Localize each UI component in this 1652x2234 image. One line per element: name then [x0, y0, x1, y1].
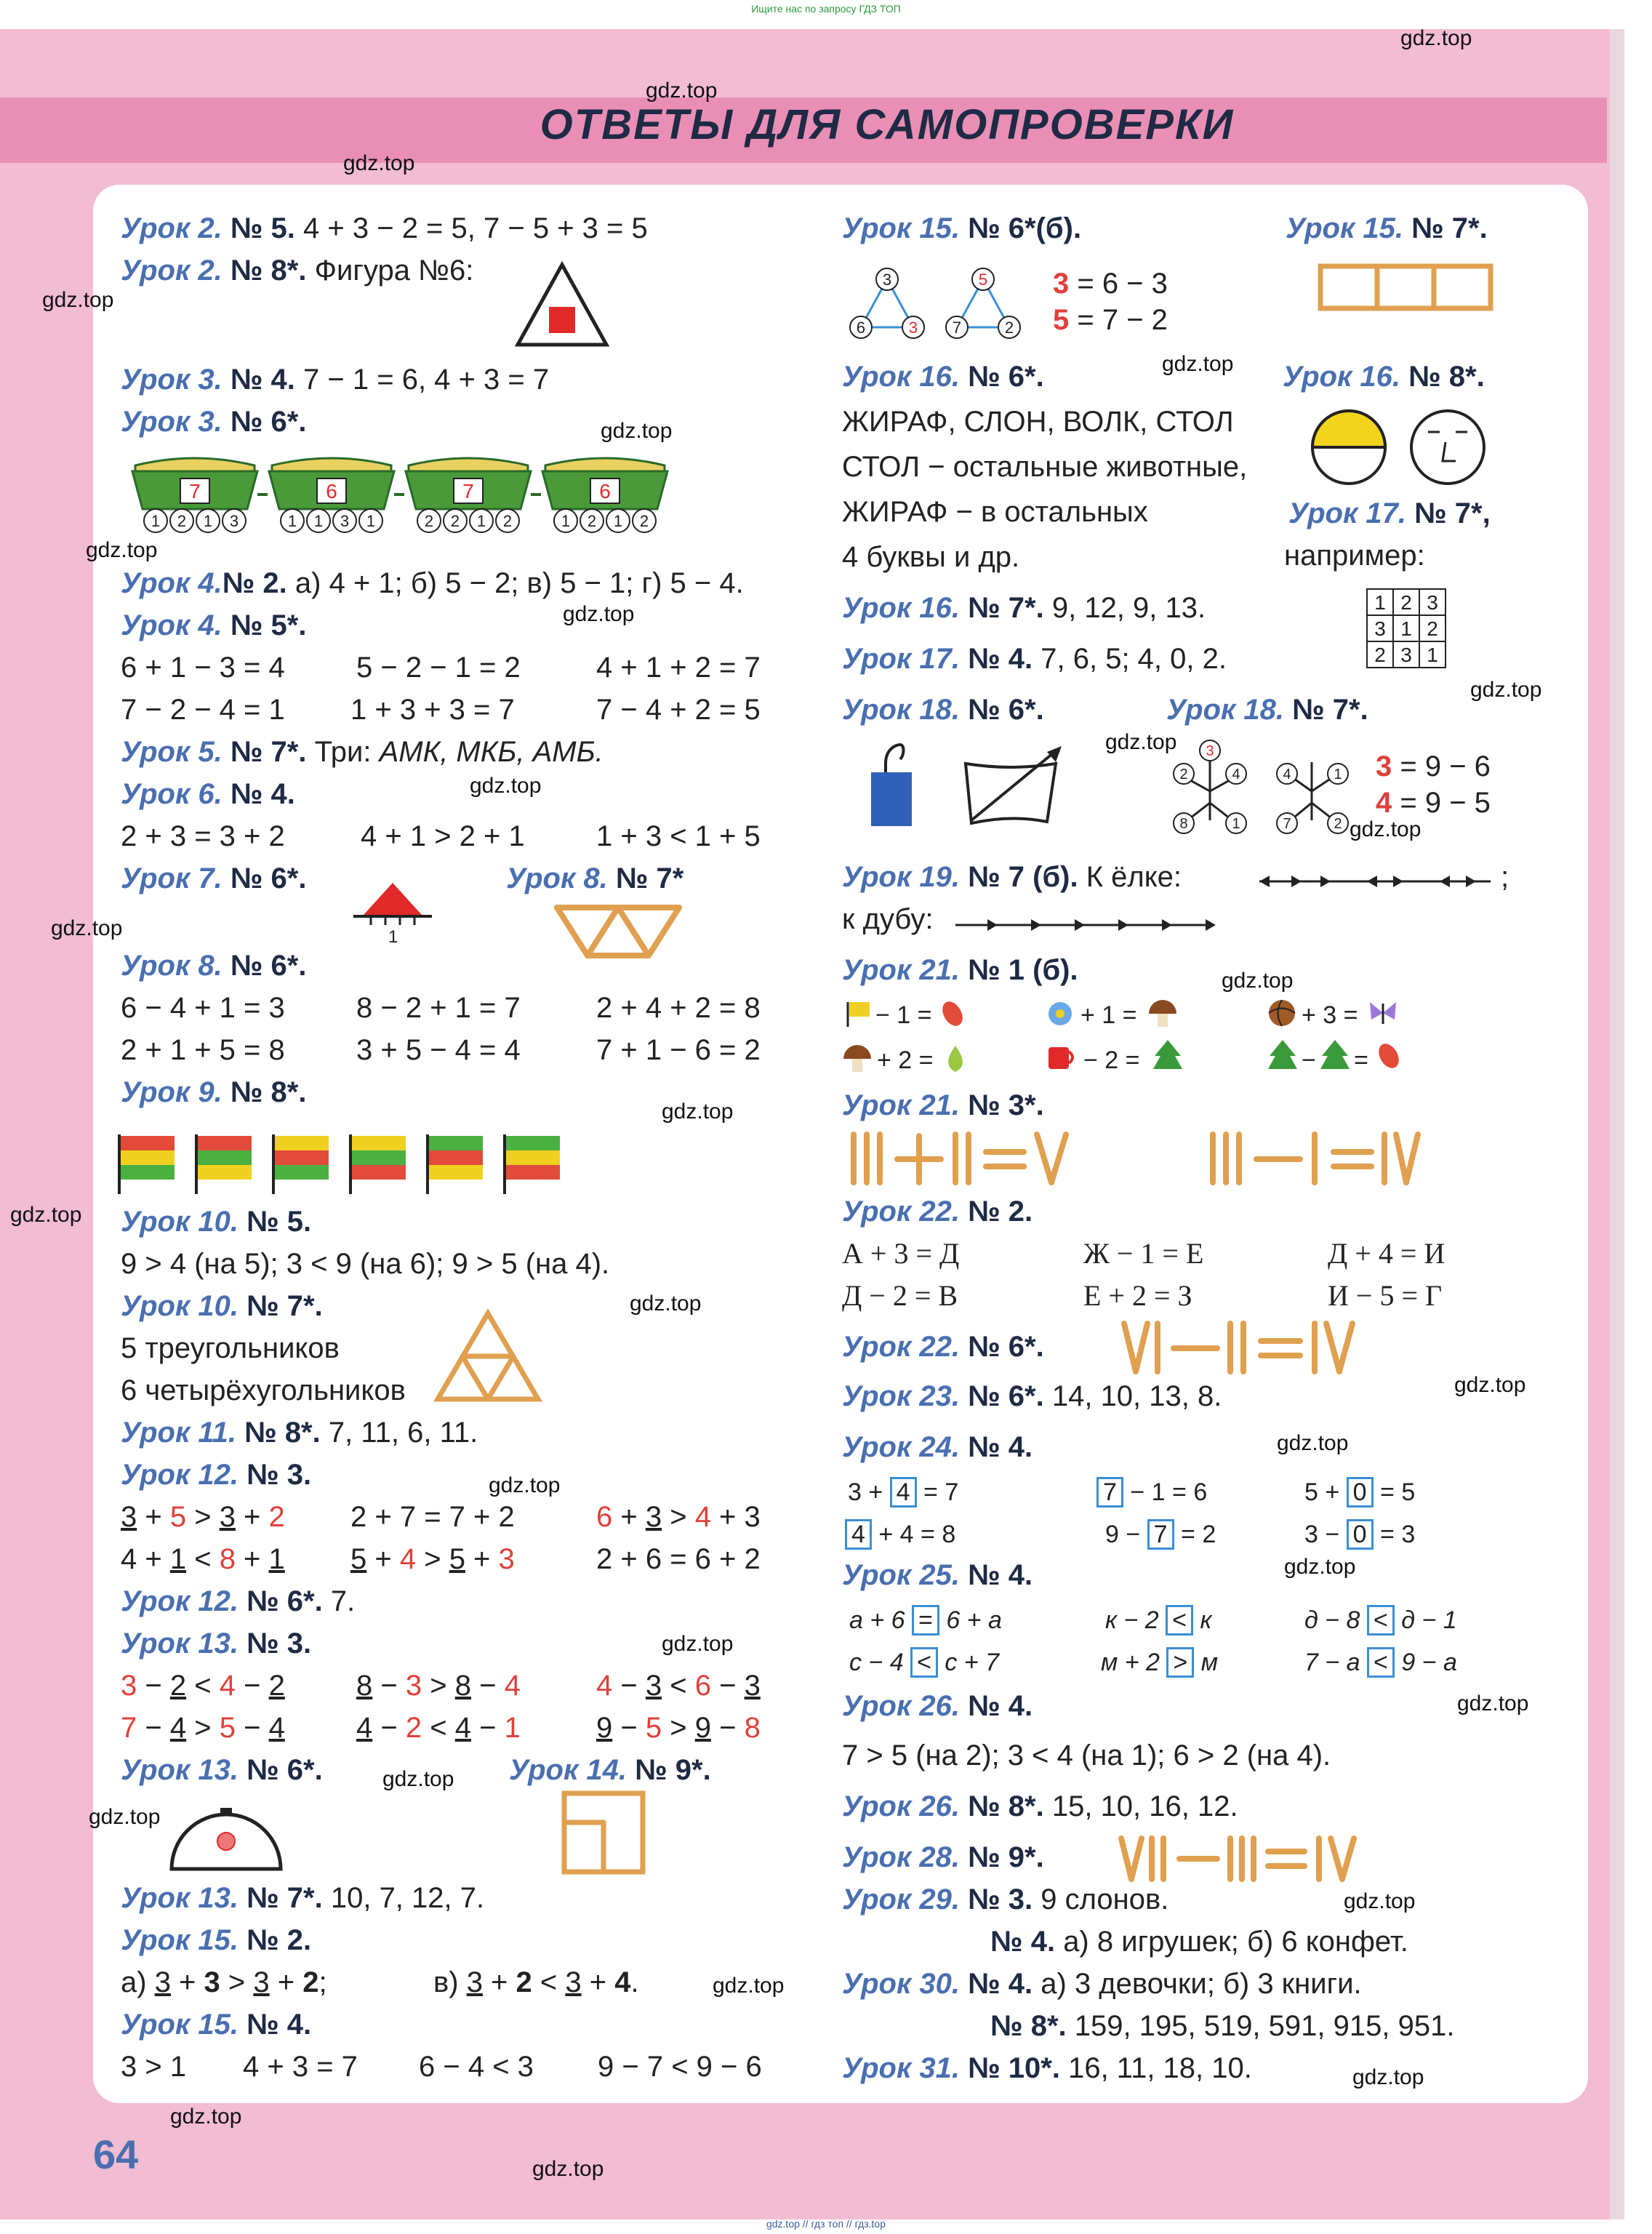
- answer-line: Урок 17. № 7*,: [1288, 497, 1491, 529]
- flag-stripe: [275, 1150, 329, 1165]
- equation-row: Ж − 1 = Е: [1083, 1237, 1204, 1270]
- equation-row: 7 − а < 9 − а: [1304, 1649, 1457, 1676]
- watermark: gdz.top: [1350, 817, 1422, 841]
- answer-line: Урок 2. № 8*. Фигура №6:: [121, 255, 474, 287]
- watermark: gdz.top: [1400, 26, 1472, 50]
- flag-stripe: [352, 1136, 406, 1150]
- watermark: gdz.top: [51, 916, 123, 940]
- grid-value: 3: [1400, 644, 1412, 666]
- wheel-number: 1: [366, 512, 376, 530]
- leaf-icon: [1374, 1040, 1403, 1073]
- watermark: gdz.top: [630, 1292, 702, 1316]
- watermark: gdz.top: [713, 1974, 785, 1998]
- key-lock-figure: [868, 734, 919, 829]
- watermark: gdz.top: [1344, 1889, 1416, 1913]
- equation-row: Е + 2 = З: [1083, 1279, 1192, 1312]
- equation-row: 7 − 4 + 2 = 5: [596, 694, 761, 726]
- answer-line: Урок 17. № 4. 7, 6, 5; 4, 0, 2.: [842, 643, 1227, 675]
- answer-line: Урок 15. № 4.: [121, 2009, 312, 2041]
- flag-stripe: [506, 1150, 560, 1165]
- answer-line: Урок 21. № 1 (б).: [842, 954, 1078, 986]
- equation-row: 9 − 7 = 2: [1105, 1521, 1216, 1548]
- answer-line: Урок 31. № 10*. 16, 11, 18, 10.: [842, 2052, 1252, 2084]
- flag-stripe: [429, 1165, 483, 1180]
- watermark: gdz.top: [563, 602, 635, 626]
- watermark: gdz.top: [1277, 1431, 1349, 1455]
- watermark: gdz.top: [1470, 678, 1542, 702]
- wheel-number: 2: [177, 512, 187, 530]
- dome-figure: [166, 1796, 286, 1876]
- page-number: 64: [93, 2131, 139, 2177]
- watermark: gdz.top: [1162, 352, 1234, 376]
- grid-value: 1: [1400, 617, 1412, 640]
- watermark: gdz.top: [601, 419, 673, 443]
- equation-row: к − 2 < к: [1105, 1606, 1212, 1634]
- answer-line: Урок 25. № 4.: [842, 1559, 1033, 1591]
- answer-text: 6 четырёхугольников: [121, 1374, 406, 1406]
- answer-text: 9 > 4 (на 5); 3 < 9 (на 6); 9 > 5 (на 4).: [121, 1248, 610, 1280]
- graph-node: 5: [978, 271, 988, 289]
- answer-line: Урок 11. № 8*. 7, 11, 6, 11.: [121, 1417, 478, 1449]
- equation-row: 4 + 1 > 2 + 1: [361, 820, 525, 852]
- answer-text: 4 буквы и др.: [842, 541, 1020, 573]
- answer-line: Урок 13. № 3.: [121, 1628, 312, 1660]
- butterfly-icon: [1367, 998, 1399, 1028]
- matchstick-boxes: [1316, 262, 1495, 313]
- wheel-number: 3: [229, 512, 239, 530]
- equation-row: 6 + 1 − 3 = 4: [121, 652, 285, 684]
- answer-line: Урок 10. № 7*.: [121, 1290, 323, 1322]
- tree-node: 1: [1334, 766, 1342, 782]
- watermark: gdz.top: [10, 1203, 82, 1227]
- tree-node: 4: [1283, 766, 1291, 782]
- answer-text: СТОЛ − остальные животные,: [842, 451, 1248, 483]
- pictogram-op: + 3 =: [1302, 1001, 1358, 1029]
- car-number: 7: [189, 480, 201, 503]
- watermark: gdz.top: [470, 774, 542, 798]
- watermark: gdz.top: [646, 79, 718, 103]
- answer-line: Урок 15. № 6*(б).: [842, 212, 1082, 244]
- watermark: gdz.top: [86, 538, 158, 562]
- answer-line: Урок 3. № 6*.: [121, 406, 307, 438]
- answer-line: Урок 18. № 6*.: [842, 694, 1044, 726]
- answer-line: Урок 13. № 7*. 10, 7, 12, 7.: [121, 1882, 485, 1914]
- wheel-number: 1: [203, 512, 213, 530]
- equation-row: 8 − 3 > 8 − 4: [356, 1670, 521, 1702]
- flag-icon: [843, 999, 873, 1028]
- bottom-note: gdz.top // гдз топ // гдз.top: [766, 2218, 886, 2230]
- answer-line: Урок 8. № 7*: [506, 862, 684, 894]
- wheel-number: 1: [561, 512, 571, 530]
- equation-row: 4 + 1 + 2 = 7: [596, 652, 761, 684]
- equation-row: д − 8 < д − 1: [1304, 1606, 1457, 1634]
- equation-row: 7 − 4 > 5 − 4: [121, 1712, 285, 1744]
- answer-line: Урок 5. № 7*. Три: АМК, МКБ, АМБ.: [121, 736, 604, 768]
- graph-node: 6: [856, 319, 866, 337]
- equation-row: 9 − 5 > 9 − 8: [596, 1712, 761, 1744]
- equation-row: 3 + 5 > 3 + 2: [121, 1501, 285, 1533]
- answer-line: Урок 12. № 3.: [121, 1459, 312, 1491]
- tree-node: 4: [1232, 766, 1240, 782]
- graph-node: 3: [882, 271, 892, 289]
- watermark: gdz.top: [42, 288, 114, 312]
- answer-line: Урок 28. № 9*.: [842, 1841, 1044, 1873]
- answer-text: ЖИРАФ, СЛОН, ВОЛК, СТОЛ: [842, 406, 1234, 438]
- fir-tree-icon: [1152, 1038, 1184, 1075]
- flag-stripe: [352, 1165, 406, 1180]
- answer-line: Урок 22. № 2.: [842, 1196, 1033, 1228]
- equation-row: 4 + 1 < 8 + 1: [121, 1543, 285, 1575]
- wheel-number: 1: [151, 512, 161, 530]
- answer-text: ЖИРАФ − в остальных: [842, 496, 1148, 528]
- equation-row: 1 + 3 < 1 + 5: [596, 820, 761, 852]
- mushroom-icon: [1146, 996, 1179, 1030]
- equation-row: 5 = 7 − 2: [1053, 304, 1168, 336]
- equation-row: И − 5 = Г: [1328, 1279, 1443, 1312]
- equation-row: с − 4 < с + 7: [849, 1649, 1000, 1676]
- flag-stripe: [429, 1136, 483, 1150]
- answer-line: Урок 26. № 4.: [842, 1690, 1033, 1722]
- answer-line: Урок 18. № 7*.: [1166, 694, 1368, 726]
- answer-line: Урок 8. № 6*.: [121, 950, 307, 982]
- wheel-number: 2: [587, 512, 597, 530]
- triangle-graphs: [846, 265, 1035, 345]
- flag-stripe: [198, 1150, 252, 1165]
- equation-row: 2 + 4 + 2 = 8: [596, 992, 761, 1024]
- arrows-to-tree: [1258, 867, 1498, 896]
- equation-row: 3 + 5 − 4 = 4: [356, 1034, 521, 1066]
- answer-line: Урок 6. № 4.: [121, 778, 295, 810]
- watermark: gdz.top: [89, 1805, 161, 1829]
- answer-line: Урок 22. № 6*.: [842, 1331, 1044, 1363]
- graph-node: 2: [1004, 319, 1014, 337]
- equation-row: м + 2 > м: [1101, 1649, 1219, 1676]
- flag-stripe: [121, 1165, 175, 1180]
- flag-stripe: [352, 1150, 406, 1165]
- wheel-number: 1: [613, 512, 623, 530]
- tree-graphs: [1166, 733, 1370, 842]
- graph-node: 3: [908, 319, 918, 337]
- pictogram-op: + 1 =: [1080, 1001, 1137, 1029]
- answer-line: Урок 16. № 8*.: [1283, 361, 1485, 393]
- equation-row: 4 − 2 < 4 − 1: [356, 1712, 521, 1744]
- cup-icon: [1046, 1043, 1078, 1072]
- watermark: gdz.top: [1284, 1555, 1356, 1579]
- watermark: gdz.top: [1105, 730, 1177, 754]
- mushroom-icon: [841, 1041, 874, 1075]
- grid-value: 1: [1427, 644, 1438, 666]
- answer-line: Урок 30. № 4. а) 3 девочки; б) 3 книги.: [842, 1968, 1362, 2000]
- watermark: gdz.top: [662, 1632, 734, 1656]
- answer-line: Урок 4. № 5*.: [121, 609, 307, 641]
- answer-line: Урок 14. № 9*.: [509, 1754, 711, 1786]
- pictogram-op: + 2 =: [877, 1046, 934, 1074]
- answer-line: Урок 16. № 7*. 9, 12, 9, 13.: [842, 592, 1206, 624]
- equation-row: 5 + 0 = 5: [1304, 1478, 1416, 1506]
- answer-line: Урок 7. № 6*.: [121, 862, 307, 894]
- equation-row: 3 = 9 − 6: [1376, 750, 1491, 782]
- wheel-number: 2: [424, 512, 434, 530]
- equation-row: 2 + 1 + 5 = 8: [121, 1034, 285, 1066]
- train-car: [542, 458, 667, 532]
- roman-matchstick-eq-2: [1206, 1130, 1424, 1188]
- train-car: [406, 458, 541, 532]
- answer-text: 5 треугольников: [121, 1332, 340, 1364]
- flag: [505, 1134, 560, 1194]
- flag: [350, 1134, 406, 1194]
- equation-row: 2 + 3 = 3 + 2: [121, 820, 285, 852]
- equation-row: 7 + 1 − 6 = 2: [596, 1034, 761, 1066]
- watermark: gdz.top: [1457, 1691, 1529, 1715]
- flag-stripe: [506, 1165, 560, 1180]
- roman-matchstick-eq-3: [1120, 1319, 1367, 1377]
- equation-row: Д − 2 = В: [842, 1279, 958, 1312]
- flag-stripe: [275, 1136, 329, 1150]
- equation-row: а) 3 + 3 > 3 + 2;: [121, 1966, 327, 1998]
- equation-row: А + 3 = Д: [842, 1237, 960, 1270]
- flag-stripe: [121, 1136, 175, 1150]
- roman-matchstick-eq-1: [846, 1130, 1072, 1188]
- pictogram-op: − 2 =: [1083, 1046, 1140, 1074]
- train-car: [132, 458, 268, 532]
- flag: [428, 1134, 483, 1194]
- grid-value: 2: [1374, 644, 1386, 666]
- answer-text: 7 > 5 (на 2); 3 < 4 (на 1); 6 > 2 (на 4).: [842, 1739, 1331, 1771]
- equation-row: 2 + 6 = 6 + 2: [596, 1543, 761, 1575]
- grid-value: 1: [1374, 591, 1386, 614]
- tree-node: 1: [1232, 816, 1240, 832]
- watermark: gdz.top: [170, 2105, 242, 2129]
- half-circle-figure: [1309, 407, 1389, 487]
- tree-node: 7: [1283, 816, 1291, 832]
- page-title: ОТВЕТЫ ДЛЯ САМОПРОВЕРКИ: [540, 101, 1235, 148]
- watermark: gdz.top: [1352, 2065, 1424, 2089]
- fir-tree-icon: [1319, 1038, 1351, 1075]
- answer-line: Урок 3. № 4. 7 − 1 = 6, 4 + 3 = 7: [121, 364, 550, 396]
- leaf-icon: [938, 998, 967, 1030]
- grid-value: 3: [1374, 617, 1386, 640]
- grid-value: 2: [1400, 591, 1412, 614]
- car-number: 6: [326, 480, 337, 503]
- flag-stripe: [275, 1165, 329, 1180]
- flag-stripe: [198, 1165, 252, 1180]
- tree-node: 2: [1334, 816, 1342, 832]
- answer-text: например:: [1284, 540, 1425, 572]
- equation-row: а + 6 = 6 + а: [849, 1606, 1002, 1634]
- equation-row: 3 = 6 − 3: [1053, 268, 1168, 300]
- tree-node: 2: [1179, 766, 1188, 782]
- train-car: [269, 458, 404, 532]
- answer-line: Урок 15. № 2.: [121, 1924, 312, 1956]
- clock-face-figure: [1408, 407, 1488, 487]
- top-note: Ищите нас по запросу ГДЗ ТОП: [751, 3, 901, 15]
- wheel-number: 2: [639, 512, 649, 530]
- answer-line: Урок 23. № 6*. 14, 10, 13, 8.: [842, 1380, 1222, 1412]
- car-number: 7: [462, 480, 474, 503]
- equation-row: 1 + 3 + 3 = 7: [350, 694, 515, 726]
- wheel-number: 2: [450, 512, 460, 530]
- flag-stripe: [198, 1136, 252, 1150]
- tree-node: 3: [1206, 743, 1214, 759]
- flag: [119, 1134, 175, 1194]
- equation-row: 2 + 7 = 7 + 2: [350, 1501, 515, 1533]
- triangle-figure: [515, 262, 609, 349]
- answer-line: Урок 24. № 4.: [842, 1431, 1033, 1463]
- equation-row: 5 + 4 > 5 + 3: [350, 1543, 515, 1575]
- answer-line: Урок 10. № 5.: [121, 1206, 312, 1238]
- ball-icon: [1267, 998, 1297, 1028]
- equation-row: 3 > 1: [121, 2051, 187, 2083]
- equation-row: 6 − 4 < 3: [419, 2051, 534, 2083]
- flag: [273, 1134, 329, 1194]
- answer-line: Урок 4.№ 2. а) 4 + 1; б) 5 − 2; в) 5 − 1; г) 5 − 4.: [121, 567, 744, 599]
- equation-row: 7 − 1 = 6: [1096, 1475, 1207, 1510]
- answer-line: Урок 12. № 6*. 7.: [121, 1585, 356, 1617]
- watermark: gdz.top: [1454, 1373, 1526, 1397]
- pictogram-op: =: [1354, 1046, 1368, 1074]
- wheel-number: 1: [287, 512, 297, 530]
- answer-line: № 8*. 159, 195, 519, 591, 915, 951.: [990, 2010, 1455, 2042]
- answer-line: Урок 19. № 7 (б). К ёлке:: [842, 861, 1182, 893]
- balance-figure: [349, 878, 436, 947]
- answer-text: к дубу:: [842, 903, 934, 935]
- watermark: gdz.top: [532, 2157, 604, 2181]
- pictogram-op: −: [1302, 1046, 1316, 1074]
- equation-row: 3 − 2 < 4 − 2: [121, 1670, 285, 1702]
- wheel-number: 1: [476, 512, 486, 530]
- flag-stripe: [429, 1150, 483, 1165]
- wheel-number: 2: [502, 512, 513, 530]
- answer-line: Урок 26. № 8*. 15, 10, 16, 12.: [842, 1790, 1238, 1822]
- watermark: gdz.top: [662, 1100, 734, 1124]
- equation-row: 7 − 2 − 4 = 1: [121, 694, 285, 726]
- latin-square-grid: [1364, 586, 1451, 673]
- watermark: gdz.top: [382, 1767, 454, 1791]
- car-number: 6: [599, 480, 611, 503]
- roman-matchstick-eq-4: [1117, 1834, 1379, 1885]
- page-edge: [1610, 29, 1624, 2219]
- equation-row: 9 − 7 < 9 − 6: [598, 2051, 762, 2083]
- pictogram-op: − 1 =: [875, 1001, 932, 1029]
- flag-stripe: [121, 1150, 175, 1165]
- equation-row: 6 − 4 + 1 = 3: [121, 992, 285, 1024]
- equation-row: 3 + 4 = 7: [848, 1478, 959, 1506]
- equation-row: 5 − 2 − 1 = 2: [356, 652, 521, 684]
- equation-row: в) 3 + 2 < 3 + 4.: [433, 1966, 639, 1998]
- equation-row: 4 + 3 = 7: [243, 2051, 358, 2083]
- equation-row: 4 + 4 = 8: [845, 1517, 955, 1552]
- arrow-square-figure: [960, 742, 1069, 829]
- wheel-number: 1: [313, 512, 324, 530]
- equation-row: 4 = 9 − 5: [1376, 787, 1491, 819]
- equation-row: 8 − 2 + 1 = 7: [356, 992, 521, 1024]
- equation-row: Д + 4 = И: [1328, 1237, 1446, 1270]
- graph-node: 7: [952, 319, 962, 337]
- answer-line: Урок 21. № 3*.: [842, 1089, 1044, 1121]
- flags-figure: [116, 1132, 567, 1197]
- matchstick-triangles: [433, 1309, 542, 1404]
- watermark: gdz.top: [489, 1473, 561, 1497]
- flower-icon: [1046, 999, 1075, 1028]
- watermark: gdz.top: [343, 151, 415, 175]
- balance-mark: 1: [388, 927, 398, 947]
- matchstick-trapezoid: [553, 903, 683, 961]
- matchstick-squares: [560, 1789, 647, 1876]
- fir-tree-icon: [1267, 1038, 1299, 1075]
- answer-line: Урок 15. № 7*.: [1286, 212, 1488, 244]
- equation-row: 4 − 3 < 6 − 3: [596, 1670, 761, 1702]
- answer-text: ;: [1501, 861, 1509, 893]
- train-figure: [131, 451, 669, 538]
- answer-line: Урок 16. № 6*.: [842, 361, 1044, 393]
- wheel-number: 3: [340, 512, 350, 530]
- watermark: gdz.top: [1222, 969, 1294, 993]
- answer-line: Урок 9. № 8*.: [121, 1076, 307, 1108]
- equation-row: 3 − 0 = 3: [1304, 1521, 1416, 1548]
- tree-node: 8: [1179, 816, 1188, 832]
- grid-value: 3: [1427, 591, 1438, 614]
- equation-row: 6 + 3 > 4 + 3: [596, 1501, 761, 1533]
- answer-line: Урок 29. № 3. 9 слонов.: [842, 1883, 1169, 1915]
- arrows-to-oak: [954, 910, 1223, 940]
- answer-line: Урок 2. № 5. 4 + 3 − 2 = 5, 7 − 5 + 3 = 5: [121, 212, 648, 244]
- flag-stripe: [506, 1136, 560, 1150]
- answer-line: Урок 13. № 6*.: [121, 1754, 323, 1786]
- answer-line: № 4. а) 8 игрушек; б) 6 конфет.: [990, 1926, 1408, 1958]
- grid-value: 2: [1427, 617, 1438, 640]
- pear-icon: [941, 1041, 970, 1075]
- flag: [196, 1134, 252, 1194]
